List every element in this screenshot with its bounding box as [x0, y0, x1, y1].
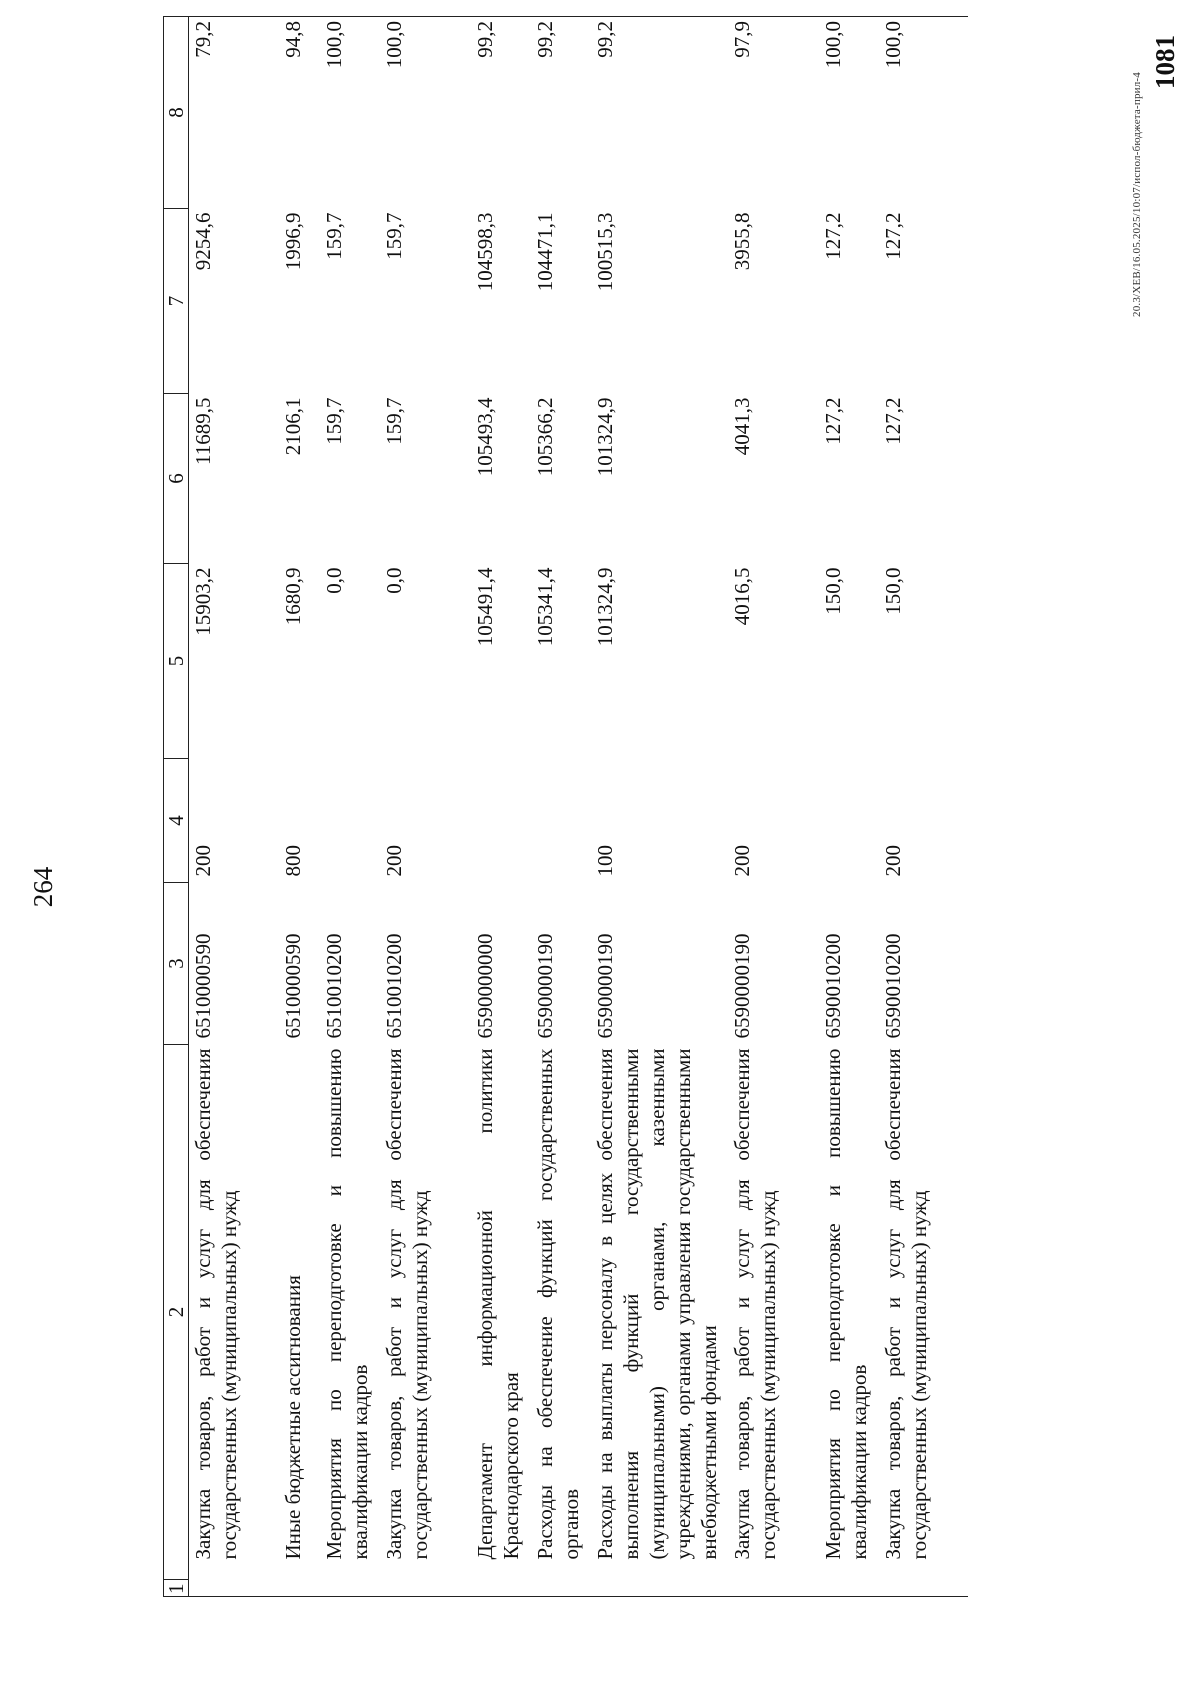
- row-number-cell: [321, 1580, 381, 1597]
- column-header: 4: [164, 759, 189, 883]
- table-row: [189, 17, 280, 1597]
- table-row: [321, 17, 381, 1597]
- column-header: 5: [164, 564, 189, 759]
- row-value-col6: 4041,3: [729, 397, 754, 456]
- table-row: [532, 17, 592, 1597]
- row-value-col5: 0,0: [321, 567, 346, 594]
- column-header: 6: [164, 394, 189, 564]
- row-value-col6: 127,2: [820, 397, 845, 445]
- row-value-col6: 159,7: [381, 397, 406, 445]
- table-row: [880, 17, 968, 1597]
- row-name-cell: Иные бюджетные ассигнования: [280, 1275, 305, 1560]
- row-type-cell: 200: [191, 845, 215, 877]
- row-type-cell: [321, 759, 381, 883]
- row-value-col5: 150,0: [880, 567, 905, 615]
- row-value-col8: 100,0: [321, 17, 381, 209]
- row-value-col8: 97,9: [729, 17, 820, 209]
- row-value-col5: 4016,5: [729, 567, 754, 626]
- row-name-cell: Расходы на обеспечение функций государственных органов: [532, 1048, 583, 1560]
- row-value-col5: 105491,4: [472, 567, 497, 647]
- row-type-cell: 800: [280, 845, 305, 877]
- row-code-cell: 6590010200: [880, 933, 905, 1039]
- column-header: 2: [164, 1045, 189, 1580]
- row-type-cell: [472, 759, 532, 883]
- row-number-cell: [820, 1580, 880, 1597]
- row-value-col7: 159,7: [381, 212, 406, 260]
- row-type-cell: 100: [592, 845, 617, 877]
- table-body: [189, 17, 968, 1597]
- row-value-col7: 104471,1: [532, 212, 557, 292]
- row-value-col8: 100,0: [880, 17, 968, 209]
- row-name-cell: Мероприятия по переподготовке и повышению квалификации кадров: [820, 1048, 871, 1560]
- row-number-cell: [592, 1580, 729, 1597]
- table-row: [592, 17, 729, 1597]
- row-value-col6: 2106,1: [280, 397, 305, 456]
- row-value-col5: 15903,2: [191, 567, 215, 636]
- row-name-cell: Закупка товаров, работ и услуг для обеспечения государственных (муниципальных) нужд: [729, 1048, 780, 1560]
- row-value-col6: 105493,4: [472, 397, 497, 477]
- row-value-col7: 104598,3: [472, 212, 497, 292]
- footer-code: 20.3/ХЕВ/16.05.2025/10:07/испол-бюджета-прил-4: [1131, 72, 1143, 317]
- row-type-cell: 200: [880, 845, 905, 877]
- row-number-cell: [880, 1580, 968, 1597]
- row-value-col5: 150,0: [820, 567, 845, 615]
- row-value-col8: 100,0: [381, 17, 472, 209]
- row-code-cell: 6590010200: [820, 933, 845, 1039]
- row-number-cell: [532, 1580, 592, 1597]
- row-number-cell: [280, 1580, 321, 1597]
- row-value-col7: 159,7: [321, 212, 346, 260]
- row-value-col8: 99,2: [472, 17, 532, 209]
- page-number: 264: [28, 866, 58, 908]
- row-value-col5: 105341,4: [532, 567, 557, 647]
- row-value-col6: 105366,2: [532, 397, 557, 477]
- row-value-col7: 3955,8: [729, 212, 754, 271]
- table-row: [381, 17, 472, 1597]
- row-code-cell: 6590000190: [592, 933, 617, 1039]
- row-number-cell: [189, 1580, 280, 1597]
- row-name-cell: Департамент информационной политики Краснодарского края: [472, 1048, 523, 1560]
- row-value-col5: 0,0: [381, 567, 406, 594]
- row-value-col8: 79,2: [189, 17, 280, 209]
- row-value-col5: 101324,9: [592, 567, 617, 647]
- row-code-cell: 6510010200: [381, 933, 406, 1039]
- row-name-cell: Закупка товаров, работ и услуг для обеспечения государственных (муниципальных) нужд: [381, 1048, 432, 1560]
- row-code-cell: 6510000590: [280, 933, 305, 1039]
- row-code-cell: 6590000000: [472, 933, 497, 1039]
- row-value-col7: 127,2: [880, 212, 905, 260]
- budget-table: [163, 16, 968, 1597]
- table-row: [280, 17, 321, 1597]
- row-value-col7: 9254,6: [191, 212, 215, 271]
- row-value-col5: 1680,9: [280, 567, 305, 626]
- table-row: [472, 17, 532, 1597]
- row-type-cell: 200: [729, 845, 754, 877]
- row-code-cell: 6590000190: [532, 933, 557, 1039]
- row-name-cell: Закупка товаров, работ и услуг для обеспечения государственных (муниципальных) нужд: [880, 1048, 931, 1560]
- row-value-col6: 127,2: [880, 397, 905, 445]
- row-type-cell: [820, 759, 880, 883]
- row-number-cell: [729, 1580, 820, 1597]
- row-value-col6: 101324,9: [592, 397, 617, 477]
- row-name-cell: Мероприятия по переподготовке и повышению квалификации кадров: [321, 1048, 372, 1560]
- row-value-col8: 94,8: [280, 17, 321, 209]
- row-name-cell: Закупка товаров, работ и услуг для обеспечения государственных (муниципальных) нужд: [191, 1048, 241, 1560]
- column-header: 8: [164, 17, 189, 209]
- row-name-cell: Расходы на выплаты персоналу в целях обеспечения выполнения функций государственными (муниципальными) органами, казенными учреждениями, органами управления государственными внебюджетными фондами: [592, 1048, 721, 1560]
- table-row: [820, 17, 880, 1597]
- column-header: 3: [164, 883, 189, 1045]
- column-header: 7: [164, 209, 189, 394]
- row-code-cell: 6510010200: [321, 933, 346, 1039]
- row-value-col6: 11689,5: [191, 397, 215, 465]
- table-header-row: [164, 17, 189, 1597]
- row-code-cell: 6510000590: [191, 933, 215, 1039]
- row-value-col7: 100515,3: [592, 212, 617, 292]
- row-number-cell: [472, 1580, 532, 1597]
- sheet-number: 1081: [1150, 35, 1180, 89]
- column-header: 1: [164, 1580, 189, 1597]
- row-value-col6: 159,7: [321, 397, 346, 445]
- row-number-cell: [381, 1580, 472, 1597]
- row-code-cell: 6590000190: [729, 933, 754, 1039]
- row-value-col7: 127,2: [820, 212, 845, 260]
- row-value-col8: 99,2: [532, 17, 592, 209]
- row-value-col8: 100,0: [820, 17, 880, 209]
- row-value-col7: 1996,9: [280, 212, 305, 271]
- row-type-cell: [532, 759, 592, 883]
- row-type-cell: 200: [381, 845, 406, 877]
- table-row: [729, 17, 820, 1597]
- row-value-col8: 99,2: [592, 17, 729, 209]
